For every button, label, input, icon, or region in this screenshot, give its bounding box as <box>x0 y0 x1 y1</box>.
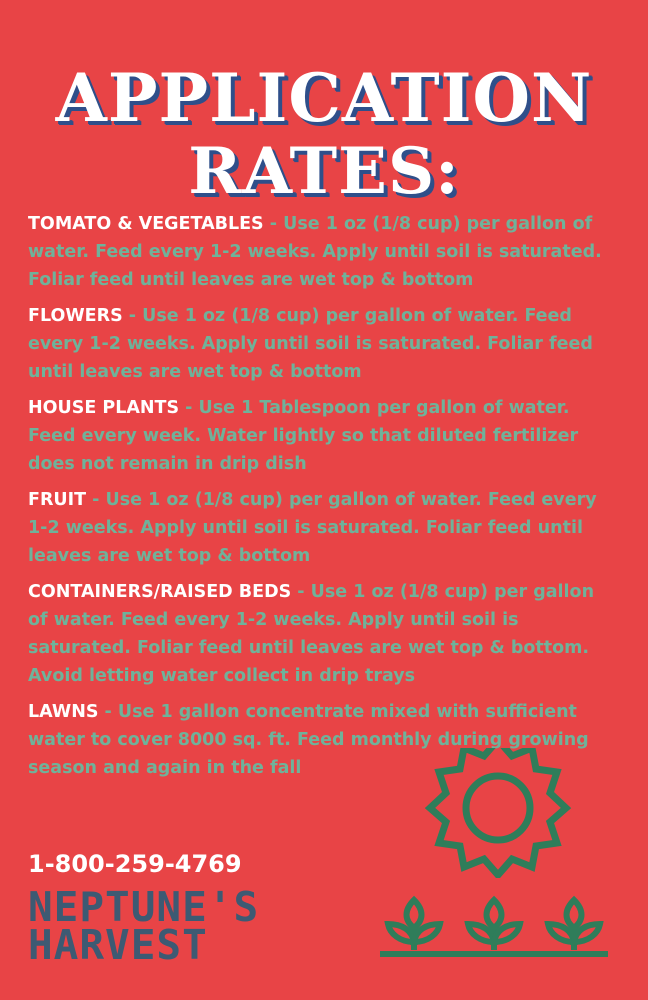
entry-name: TOMATO & VEGETABLES <box>28 214 264 234</box>
entry-text: Use 1 oz (1/8 cup) per gallon of water. Feed every 1-2 weeks. Apply until soil is saturated. Foliar feed until leaves are wet top & bottom <box>28 490 597 566</box>
entry-name: FRUIT <box>28 490 87 510</box>
title-line-1: APPLICATION <box>55 59 593 137</box>
entry-name: LAWNS <box>28 702 99 722</box>
entry-separator: - <box>291 582 311 602</box>
entry-text: Use 1 gallon concentrate mixed with sufficient water to cover 8000 sq. ft. Feed monthly during growing season and again in the fall <box>28 702 589 778</box>
entry-name: FLOWERS <box>28 306 123 326</box>
entry-fruit <box>28 486 618 570</box>
entry-tomato-vegetables <box>28 210 618 294</box>
entry-name: CONTAINERS/RAISED BEDS <box>28 582 292 602</box>
sprout-icon <box>376 890 616 970</box>
entry-separator: - <box>86 490 106 510</box>
entry-house-plants <box>28 394 618 478</box>
entry-containers-raised-beds <box>28 578 618 690</box>
brand-line-2: HARVEST <box>28 921 208 969</box>
brand-logo <box>28 883 260 969</box>
entry-separator: - <box>98 702 118 722</box>
entry-separator: - <box>122 306 143 326</box>
sun-icon <box>420 748 580 878</box>
brand-line-1: NEPTUNE'S <box>28 883 260 931</box>
title-line-2: RATES: <box>188 134 460 209</box>
entry-text: Use 1 Tablespoon per gallon of water. Feed every week. Water lightly so that diluted fertilizer does not remain in drip dish <box>28 398 579 474</box>
application-rates-list <box>28 210 618 790</box>
entry-flowers <box>28 302 618 386</box>
entry-separator: - <box>263 214 284 234</box>
entry-text: Use 1 oz (1/8 cup) per gallon of water. Feed every 1-2 weeks. Apply until soil is saturated. Foliar feed until leaves are wet top & bottom <box>28 306 593 382</box>
entry-text: Use 1 oz (1/8 cup) per gallon of water. Feed every 1-2 weeks. Apply until soil is saturated. Foliar feed until leaves are wet top & bottom. Avoid letting water collect in drip trays <box>28 582 595 686</box>
entry-name: HOUSE PLANTS <box>28 398 180 418</box>
entry-separator: - <box>179 398 199 418</box>
entry-text: Use 1 oz (1/8 cup) per gallon of water. Feed every 1-2 weeks. Apply until soil is saturated. Foliar feed until leaves are wet top & bottom <box>28 214 602 290</box>
phone-number: 1-800-259-4769 <box>28 850 242 878</box>
